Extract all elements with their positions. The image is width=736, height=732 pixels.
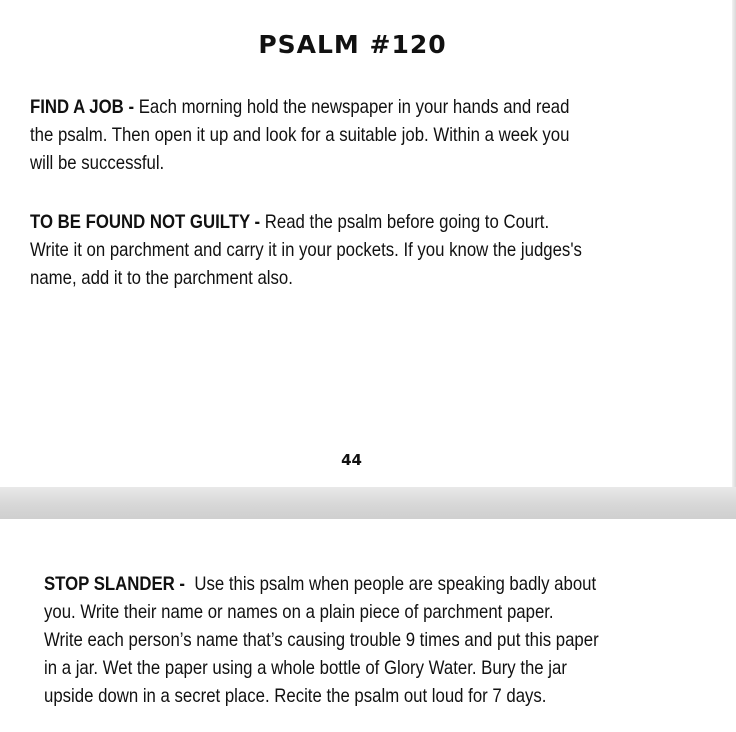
text-line: will be successful. (30, 152, 165, 174)
paragraph-not-guilty (30, 208, 675, 292)
text-line: Write each person’s name that’s causing trouble 9 times and put this paper (44, 629, 599, 651)
paragraph-label: TO BE FOUND NOT GUILTY - (30, 211, 261, 233)
text-line: Each morning hold the newspaper in your hands and read (138, 96, 570, 118)
page-number: 44 (341, 451, 362, 469)
text-line: Use this psalm when people are speaking badly about (194, 573, 597, 595)
text-line: the psalm. Then open it up and look for a suitable job. Within a week you (30, 124, 570, 146)
page-title: PSALM #120 (258, 30, 447, 59)
page-edge (732, 0, 736, 487)
text-line: Read the psalm before going to Court. (264, 211, 550, 233)
paragraph-stop-slander (44, 570, 689, 710)
text-line: you. Write their name or names on a plain piece of parchment paper. (44, 601, 554, 623)
text-line: Write it on parchment and carry it in your pockets. If you know the judges's (30, 239, 582, 261)
page-separator (0, 487, 736, 521)
paragraph-label: STOP SLANDER - (44, 573, 186, 595)
paragraph-find-a-job (30, 93, 675, 177)
text-line: upside down in a secret place. Recite the psalm out loud for 7 days. (44, 685, 547, 707)
text-line: in a jar. Wet the paper using a whole bottle of Glory Water. Bury the jar (44, 657, 567, 679)
paragraph-label: FIND A JOB - (30, 96, 135, 118)
text-line: name, add it to the parchment also. (30, 267, 293, 289)
